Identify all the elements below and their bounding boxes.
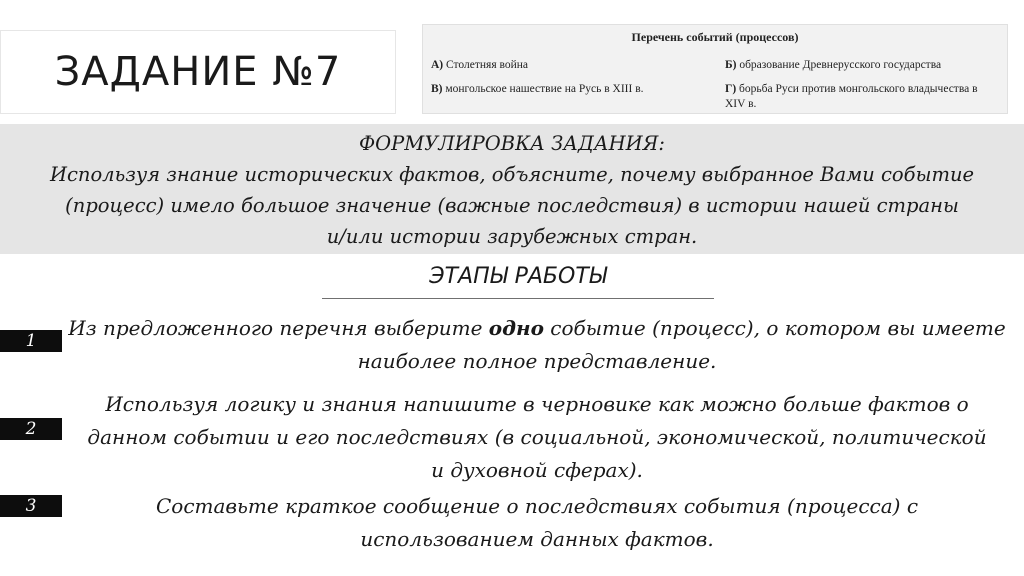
event-letter: А): [431, 59, 444, 71]
step-text-emphasis: одно: [488, 316, 544, 340]
formulation-line: и/или истории зарубежных стран.: [326, 225, 698, 248]
page-title: ЗАДАНИЕ №7: [54, 49, 342, 95]
step-text-part: событие (процесс), о котором вы имеете наиболее полное представление.: [357, 316, 1006, 373]
event-letter: В): [431, 83, 443, 95]
formulation-line: (процесс) имело большое значение (важные последствия) в истории нашей страны: [65, 194, 959, 217]
step-text-2: Используя логику и знания напишите в черновике как можно больше фактов о данном событии и его последствиях (в социальной, экономической, политической и духовной сферах).: [87, 392, 987, 482]
stages-divider: [322, 298, 714, 299]
formulation-line: Используя знание исторических фактов, объясните, почему выбранное Вами событие: [49, 163, 975, 186]
step-text-1: [52, 312, 1022, 378]
event-item-v: [431, 82, 644, 97]
step-number-badge: 1: [0, 330, 62, 352]
step-text-part: Из предложенного перечня выберите: [68, 316, 489, 340]
events-list: [422, 24, 1008, 114]
step-number-badge: 2: [0, 418, 62, 440]
events-heading: Перечень событий (процессов): [631, 30, 799, 44]
stages-heading: ЭТАПЫ РАБОТЫ: [429, 264, 607, 289]
event-text: монгольское нашествие на Русь в XIII в.: [445, 83, 644, 95]
event-text: образование Древнерусского государства: [739, 59, 942, 71]
event-item-b: [725, 58, 941, 73]
step-text-3: Составьте краткое сообщение о последствиях события (процесса) с использованием данных фактов.: [155, 494, 919, 551]
step-number-badge: 3: [0, 495, 62, 517]
event-text: Столетняя война: [446, 59, 528, 71]
title-box: [0, 30, 396, 114]
event-text: борьба Руси против монгольского владычества в XIV в.: [725, 83, 978, 110]
event-item-a: [431, 58, 528, 73]
formulation-band: [0, 124, 1024, 254]
formulation-heading: ФОРМУЛИРОВКА ЗАДАНИЯ:: [359, 132, 665, 155]
event-item-g: [725, 82, 995, 112]
event-letter: Б): [725, 59, 737, 71]
event-letter: Г): [725, 83, 737, 95]
